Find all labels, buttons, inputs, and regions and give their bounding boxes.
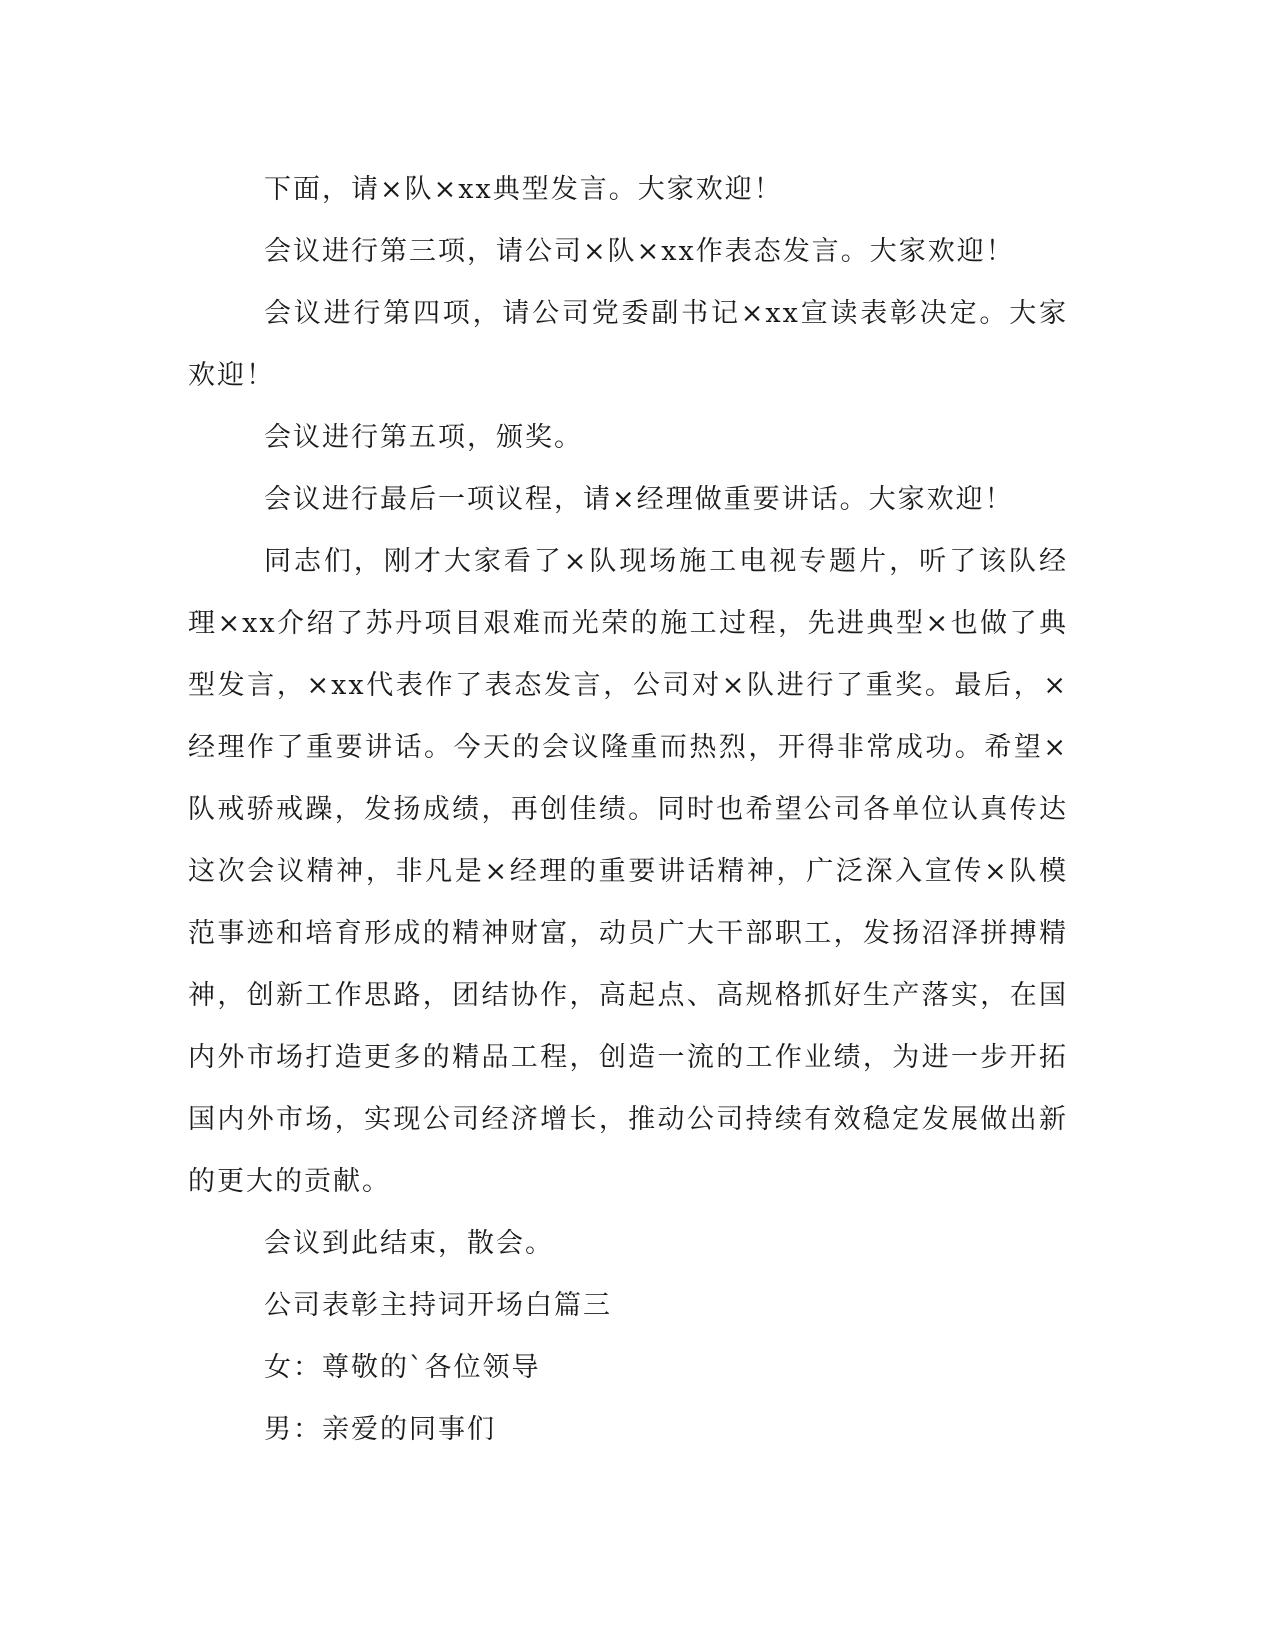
paragraph-male-host: 男：亲爱的同事们 [264,1414,496,1445]
paragraph-agenda-item-4: 会议进行第四项，请公司党委副书记×xx宣读表彰决定。大家欢迎！ [188,298,1068,391]
paragraph-speech-invite: 下面，请×队×xx典型发言。大家欢迎！ [264,174,783,205]
paragraph-closing-remarks: 同志们，刚才大家看了×队现场施工电视专题片，听了该队经理×xx介绍了苏丹项目艰难而光荣的施工过程，先进典型×也做了典型发言，×xx代表作了表态发言，公司对×队进行了重奖。最后，×经理作了重要讲话。今天的会议隆重而热烈，开得非常成功。希望×队戒骄戒躁，发扬成绩，再创佳绩。同时也希望公司各单位认真传达这次会议精神，非凡是×经理的重要讲话精神，广泛深入宣传×队模范事迹和培育形成的精神财富，动员广大干部职工，发扬沼泽拼搏精神，创新工作思路，团结协作，高起点、高规格抓好生产落实，在国内外市场打造更多的精品工程，创造一流的工作业绩，为进一步开拓国内外市场，实现公司经济增长，推动公司持续有效稳定发展做出新的更大的贡献。 [188,546,1068,1197]
paragraph-female-host: 女：尊敬的`各位领导 [264,1352,541,1383]
document-body [188,159,1068,1461]
section-heading: 公司表彰主持词开场白篇三 [264,1290,612,1321]
paragraph-meeting-end: 会议到此结束，散会。 [264,1228,554,1259]
paragraph-agenda-item-3: 会议进行第三项，请公司×队×xx作表态发言。大家欢迎！ [264,236,1015,267]
paragraph-agenda-item-5: 会议进行第五项，颁奖。 [264,422,583,453]
paragraph-agenda-final: 会议进行最后一项议程，请×经理做重要讲话。大家欢迎！ [264,484,1014,515]
